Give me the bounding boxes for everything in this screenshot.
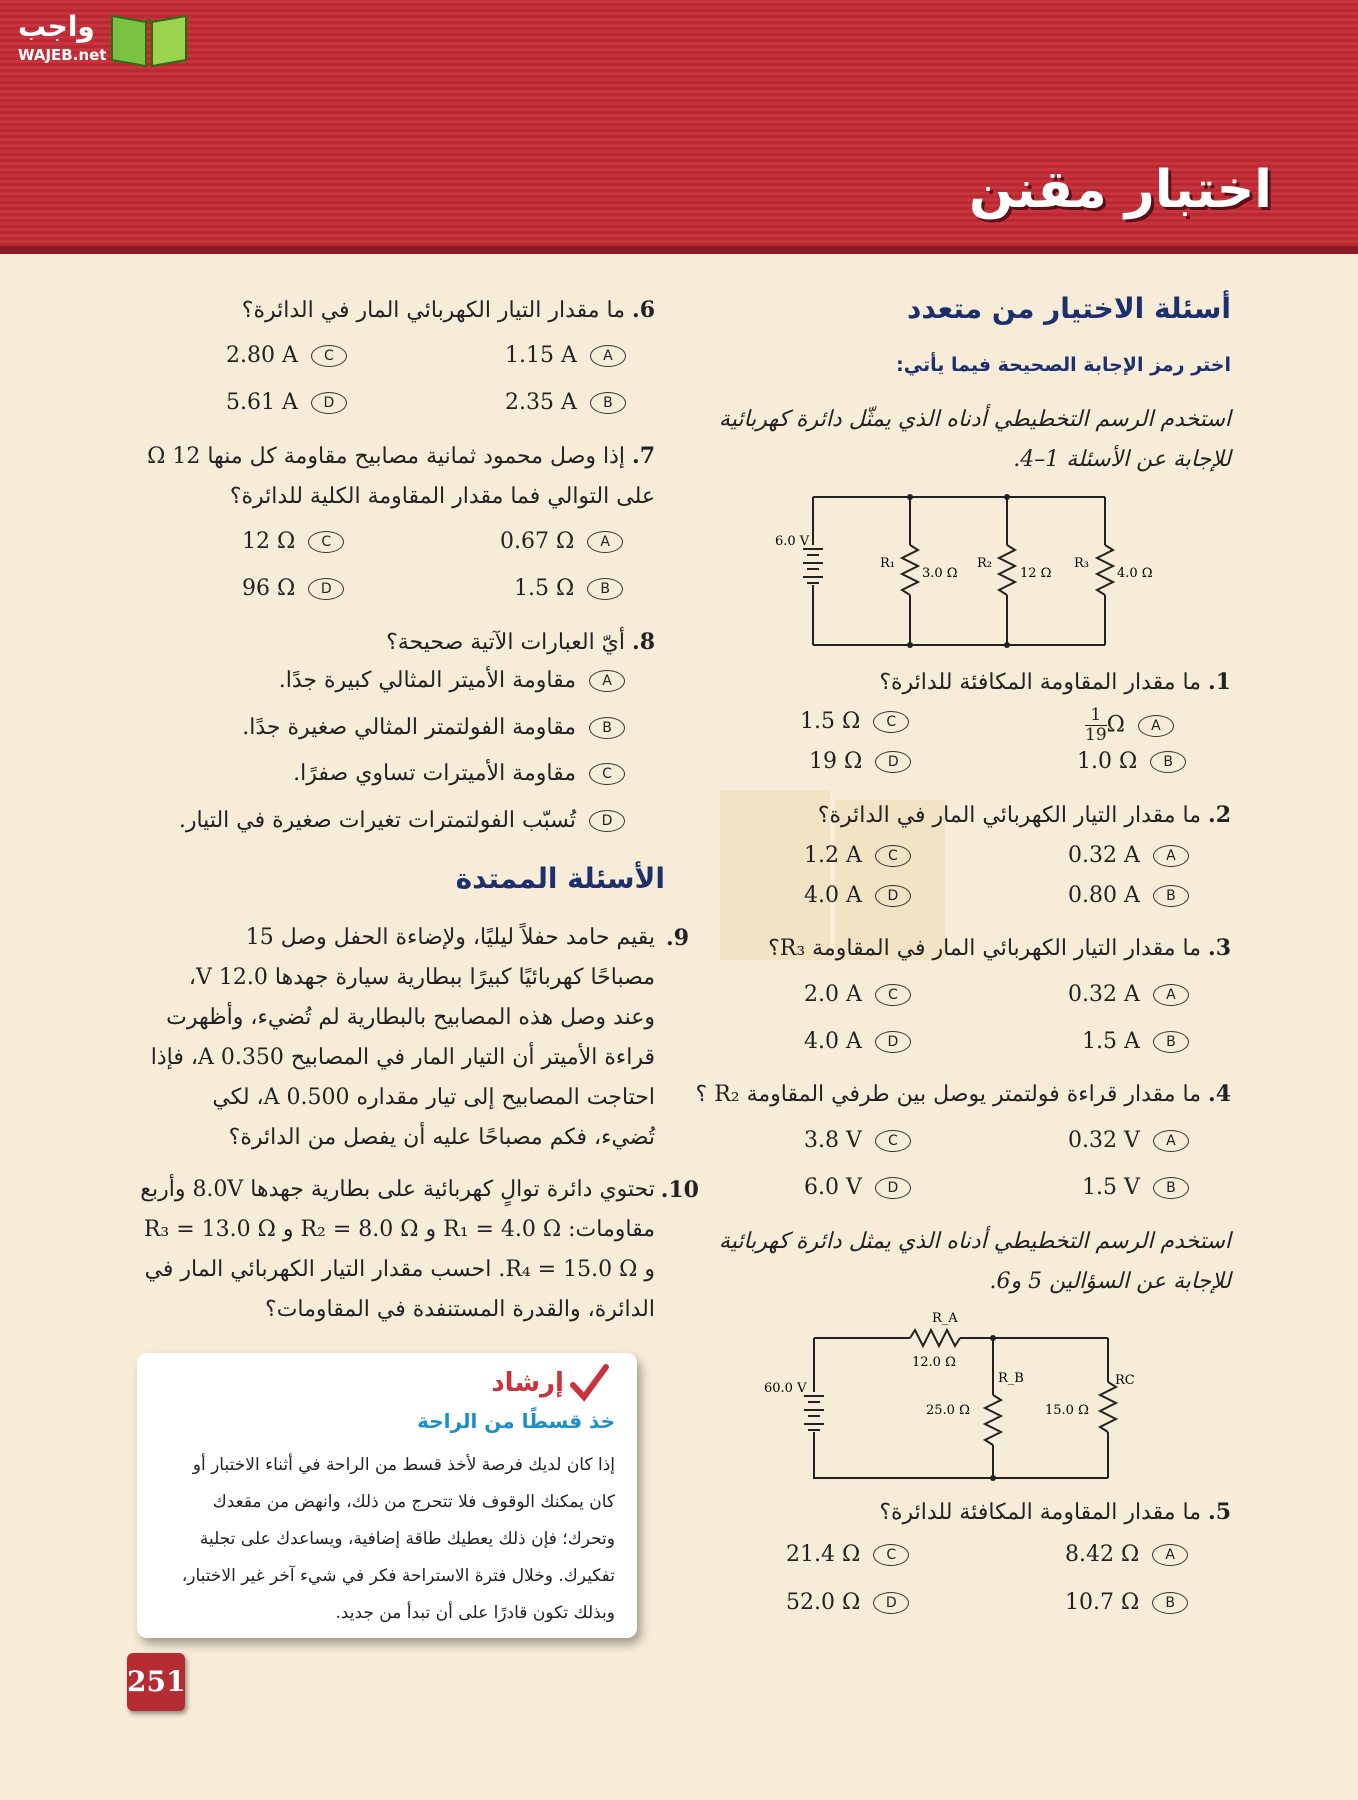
tip-box: [137, 1353, 637, 1638]
q9-line: وعند وصل هذه المصابيح بالبطارية لم تُضيء، وأظهرت: [166, 1005, 655, 1030]
tip-line: إذا كان لديك فرصة لأخذ قسط من الراحة في أثناء الاختبار أو: [192, 1455, 615, 1475]
question-10: [75, 1170, 699, 1330]
q3-option-b[interactable]: [1082, 1029, 1189, 1054]
q6-option-b[interactable]: [505, 390, 626, 415]
question-number: 1.: [1208, 669, 1231, 695]
option-text: 0.32 A: [1068, 843, 1140, 868]
page-number: 251: [127, 1653, 185, 1711]
question-number: 7.: [632, 443, 655, 469]
option-text: تُسبّب الفولتمترات تغيرات صغيرة في التيار.: [178, 808, 576, 833]
option-text: مقاومة الأميترات تساوي صفرًا.: [293, 761, 576, 786]
battery-label-2: 60.0 V: [764, 1381, 807, 1396]
battery-symbol-2: [804, 1396, 824, 1430]
option-c-badge: C: [308, 531, 344, 553]
circuit-diagram-1: [770, 485, 1153, 660]
q1-option-a[interactable]: [1085, 706, 1174, 745]
option-d-badge: D: [875, 751, 911, 773]
option-d-badge: D: [308, 578, 344, 600]
option-b-badge: B: [590, 392, 626, 414]
q9-line: مصباحًا كهربائيًا كبيرًا ببطارية سيارة جهدها 12.0 V،: [188, 965, 655, 990]
option-text: 1.5 Ω: [800, 709, 861, 734]
q5-option-b[interactable]: [1065, 1590, 1188, 1615]
book-icon: [108, 8, 190, 68]
option-text: 10.7 Ω: [1065, 1590, 1140, 1615]
question-text: ما مقدار التيار الكهربائي المار في الدائرة؟: [241, 298, 626, 323]
question-2: [818, 795, 1231, 836]
r2-label: R₂: [977, 556, 992, 571]
fraction-option-a: [1085, 706, 1107, 745]
battery-label-1: 6.0 V: [775, 534, 810, 549]
question-text-line1: إذا وصل محمود ثمانية مصابيح مقاومة كل منها 12 Ω: [147, 444, 626, 469]
q9-line: يقيم حامد حفلاً ليليًا، ولإضاءة الحفل وصل 15: [245, 925, 655, 950]
tip-header: [491, 1363, 609, 1403]
resistor-rc: [1100, 1382, 1116, 1432]
page-title: اختبار مقنن: [969, 160, 1272, 220]
option-text: 4.0 A: [804, 883, 862, 908]
ra-label: R_A: [932, 1311, 958, 1326]
option-text: 0.32 V: [1068, 1128, 1140, 1153]
question-number: 10.: [660, 1177, 699, 1203]
intro-circuit-1: استخدم الرسم التخطيطي أدناه الذي يمثّل دائرة كهربائية للإجابة عن الأسئلة 1–4.: [718, 407, 1231, 472]
question-text: ما مقدار التيار الكهربائي المار في المقاومة R₃؟: [768, 936, 1202, 961]
q6-option-c[interactable]: [226, 343, 347, 368]
resistor-ra: [910, 1330, 960, 1346]
rc-value: 15.0 Ω: [1045, 1403, 1089, 1418]
instruction-text: اختر رمز الإجابة الصحيحة فيما يأتي:: [896, 354, 1231, 376]
resistor-r1: [902, 545, 918, 595]
option-c-badge: C: [875, 984, 911, 1006]
fraction-numerator: 1: [1085, 706, 1107, 726]
option-c-badge: C: [873, 711, 909, 733]
option-text: 1.15 A: [505, 343, 577, 368]
r1-label: R₁: [880, 556, 895, 571]
q8-option-c[interactable]: [293, 761, 625, 786]
q7-option-c[interactable]: [242, 529, 344, 554]
option-d-badge: D: [875, 885, 911, 907]
option-text: 1.0 Ω: [1077, 749, 1138, 774]
q2-option-a[interactable]: [1068, 843, 1189, 868]
q9-line: قراءة الأميتر أن التيار المار في المصابيح 0.350 A، فإذا: [150, 1045, 655, 1070]
q5-option-d[interactable]: [786, 1590, 909, 1615]
q4-option-b[interactable]: [1082, 1175, 1189, 1200]
q7-option-a[interactable]: [500, 529, 623, 554]
tip-body: [155, 1447, 615, 1632]
question-number: 9.: [666, 925, 689, 951]
q3-option-a[interactable]: [1068, 982, 1189, 1007]
q10-line: و R₄ = 15.0 Ω. احسب مقدار التيار الكهربائي المار في: [144, 1257, 655, 1282]
tip-line: وتحرك؛ فإن ذلك يعطيك طاقة إضافية، ويساعدك على تجلية: [199, 1529, 615, 1549]
option-text: 0.80 A: [1068, 883, 1140, 908]
option-d-badge: D: [589, 810, 625, 832]
question-6: [242, 290, 655, 331]
option-text: 52.0 Ω: [786, 1590, 861, 1615]
option-text: 1.5 Ω: [514, 576, 575, 601]
option-text: مقاومة الأميتر المثالي كبيرة جدًا.: [278, 668, 576, 693]
option-b-badge: B: [587, 578, 623, 600]
option-a-badge: A: [587, 531, 623, 553]
question-text: ما مقدار التيار الكهربائي المار في الدائرة؟: [817, 803, 1202, 828]
option-c-badge: C: [311, 345, 347, 367]
question-text: أيّ العبارات الآتية صحيحة؟: [386, 630, 626, 655]
option-b-badge: B: [1153, 885, 1189, 907]
option-text: 3.8 V: [804, 1128, 862, 1153]
option-a-badge: A: [589, 670, 625, 692]
option-text: 96 Ω: [242, 576, 296, 601]
tip-line: وبذلك تكون قادرًا على أن تبدأ من جديد.: [335, 1603, 615, 1623]
q4-option-c[interactable]: [804, 1128, 911, 1153]
option-text: 2.80 A: [226, 343, 298, 368]
q2-option-c[interactable]: [804, 843, 911, 868]
r2-value: 12 Ω: [1020, 566, 1052, 581]
option-a-badge: A: [1152, 1544, 1188, 1566]
question-7: [115, 436, 655, 517]
option-text: 5.61 A: [226, 390, 298, 415]
question-number: 5.: [1208, 1499, 1231, 1525]
question-4: [696, 1074, 1231, 1115]
ra-value: 12.0 Ω: [912, 1355, 956, 1370]
q10-line: تحتوي دائرة توالٍ كهربائية على بطارية جهدها 8.0V وأربع: [140, 1177, 655, 1202]
logo-text-en: WAJEB.net: [18, 46, 107, 64]
option-b-badge: B: [1153, 1177, 1189, 1199]
q6-option-d[interactable]: [226, 390, 347, 415]
option-c-badge: C: [589, 763, 625, 785]
r3-value: 4.0 Ω: [1117, 566, 1153, 581]
option-text: 12 Ω: [242, 529, 296, 554]
option-text: 1.5 A: [1082, 1029, 1140, 1054]
question-number: 6.: [632, 297, 655, 323]
q5-option-c[interactable]: [786, 1542, 909, 1567]
q10-line: الدائرة، والقدرة المستنفدة في المقاومات؟: [265, 1297, 655, 1322]
battery-symbol-1: [803, 549, 823, 583]
question-1: [879, 662, 1231, 703]
intro-circuit-2: استخدم الرسم التخطيطي أدناه الذي يمثل دائرة كهربائية للإجابة عن السؤالين 5 و6.: [718, 1229, 1231, 1294]
question-5: [879, 1492, 1231, 1533]
q10-line: مقاومات: R₁ = 4.0 Ω و R₂ = 8.0 Ω و R₃ = 13.0 Ω: [143, 1217, 655, 1242]
logo-text-ar: واجب: [18, 10, 95, 43]
checkmark-icon: [569, 1363, 609, 1403]
option-d-badge: D: [875, 1177, 911, 1199]
option-a-badge: A: [1153, 1130, 1189, 1152]
option-b-badge: B: [1150, 751, 1186, 773]
option-d-badge: D: [311, 392, 347, 414]
q7-option-b[interactable]: [514, 576, 623, 601]
option-b-badge: B: [1153, 1031, 1189, 1053]
option-c-badge: C: [875, 845, 911, 867]
rb-value: 25.0 Ω: [926, 1403, 970, 1418]
fraction-unit: Ω: [1106, 712, 1125, 738]
wajeb-logo[interactable]: [8, 6, 190, 68]
section-title-multiple-choice: أسئلة الاختيار من متعدد: [907, 292, 1231, 325]
option-a-badge: A: [1153, 984, 1189, 1006]
resistor-r2: [999, 545, 1015, 595]
question-8: [386, 622, 655, 663]
option-text: 8.42 Ω: [1065, 1542, 1140, 1567]
q1-option-c[interactable]: [800, 709, 909, 734]
question-number: 3.: [1208, 935, 1231, 961]
option-a-badge: A: [590, 345, 626, 367]
question-text: ما مقدار قراءة فولتمتر يوصل بين طرفي المقاومة R₂ ؟: [695, 1082, 1202, 1107]
option-text: 1.2 A: [804, 843, 862, 868]
resistor-r3: [1097, 545, 1113, 595]
option-text: 4.0 A: [804, 1029, 862, 1054]
question-number: 2.: [1208, 802, 1231, 828]
q9-line: تُضيء، فكم مصباحًا عليه أن يفصل من الدائرة؟: [228, 1125, 655, 1150]
q4-option-a[interactable]: [1068, 1128, 1189, 1153]
option-text: 19 Ω: [809, 749, 863, 774]
option-b-badge: B: [589, 717, 625, 739]
q1-option-d[interactable]: [809, 749, 911, 774]
tip-line: تفكيرك. وخلال فترة الاستراحة فكر في شيء آخر غير الاختبار،: [181, 1566, 615, 1586]
option-text: 0.32 A: [1068, 982, 1140, 1007]
option-c-badge: C: [875, 1130, 911, 1152]
q8-option-d[interactable]: [179, 808, 625, 833]
option-a-badge: A: [1138, 715, 1174, 737]
question-3: [768, 928, 1231, 969]
q4-option-d[interactable]: [804, 1175, 911, 1200]
question-9: [75, 918, 689, 1158]
q5-option-a[interactable]: [1065, 1542, 1188, 1567]
header-banner-edge: [0, 246, 1358, 254]
rc-label: RC: [1115, 1373, 1135, 1388]
question-text: ما مقدار المقاومة المكافئة للدائرة؟: [879, 1500, 1202, 1525]
tip-title: إرشاد: [491, 1368, 564, 1398]
option-text: 6.0 V: [804, 1175, 862, 1200]
q2-option-d[interactable]: [804, 883, 911, 908]
q8-option-b[interactable]: [242, 715, 625, 740]
q9-line: احتاجت المصابيح إلى تيار مقداره 0.500 A، لكي: [212, 1085, 655, 1110]
option-text: 0.67 Ω: [500, 529, 575, 554]
question-text-line2: على التوالي فما مقدار المقاومة الكلية للدائرة؟: [229, 484, 655, 509]
option-c-badge: C: [873, 1544, 909, 1566]
fraction-denominator: 19: [1085, 725, 1107, 745]
q3-option-c[interactable]: [804, 982, 911, 1007]
option-text: 21.4 Ω: [786, 1542, 861, 1567]
option-text: 2.35 A: [505, 390, 577, 415]
option-text: 1.5 V: [1082, 1175, 1140, 1200]
q3-option-d[interactable]: [804, 1029, 911, 1054]
tip-line: كان يمكنك الوقوف فلا تتحرج من ذلك، وانهض من مقعدك: [212, 1492, 615, 1512]
resistor-rb: [985, 1395, 1001, 1445]
question-text: ما مقدار المقاومة المكافئة للدائرة؟: [879, 670, 1202, 695]
q2-option-b[interactable]: [1068, 883, 1189, 908]
circuit-diagram-2: [760, 1300, 1140, 1490]
section-title-extended: الأسئلة الممتدة: [455, 862, 665, 895]
q7-option-d[interactable]: [242, 576, 344, 601]
question-number: 8.: [632, 629, 655, 655]
option-text: 2.0 A: [804, 982, 862, 1007]
option-d-badge: D: [875, 1031, 911, 1053]
rb-label: R_B: [998, 1371, 1024, 1386]
r3-label: R₃: [1074, 556, 1089, 571]
q6-option-a[interactable]: [505, 343, 626, 368]
r1-value: 3.0 Ω: [922, 566, 958, 581]
option-d-badge: D: [873, 1592, 909, 1614]
option-text: مقاومة الفولتمتر المثالي صغيرة جدًا.: [242, 715, 576, 740]
q8-option-a[interactable]: [279, 668, 625, 693]
option-b-badge: B: [1152, 1592, 1188, 1614]
question-number: 4.: [1208, 1081, 1231, 1107]
tip-subtitle: خذ قسطًا من الراحة: [417, 1409, 615, 1433]
q1-option-b[interactable]: [1077, 749, 1186, 774]
option-a-badge: A: [1153, 845, 1189, 867]
